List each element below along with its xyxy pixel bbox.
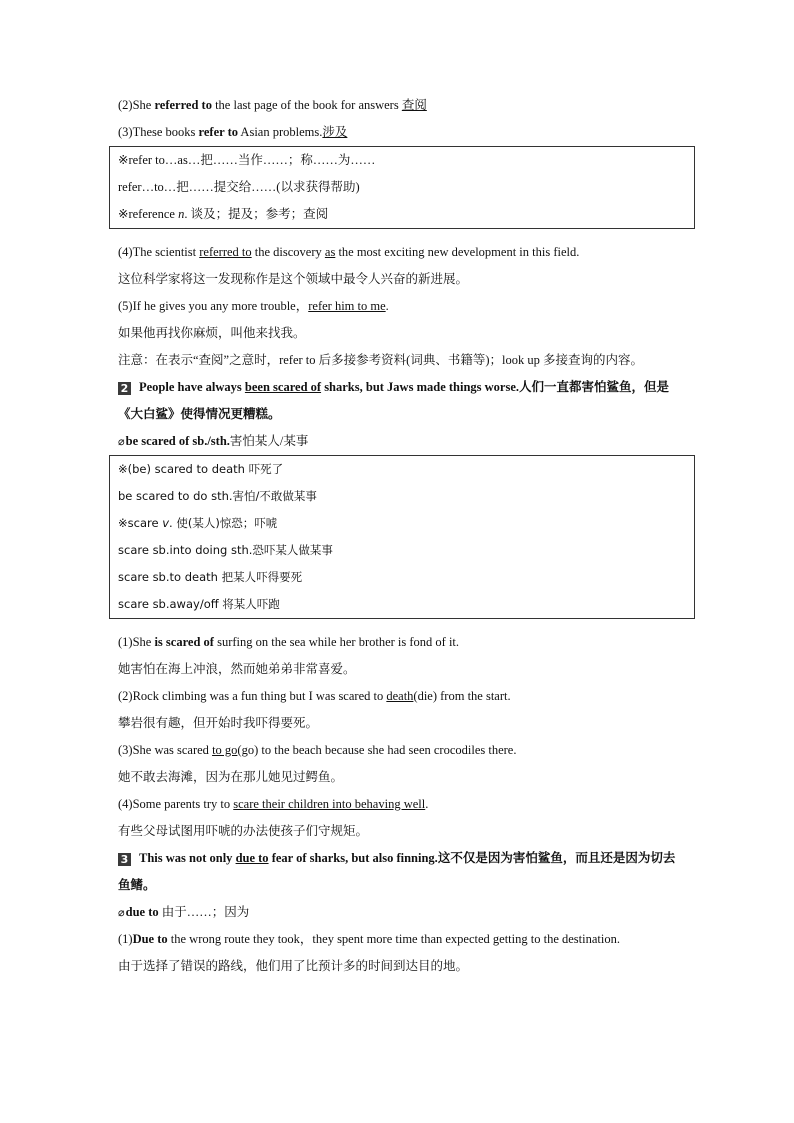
text: the discovery [251,245,325,259]
text: (3)She was scared [118,743,213,757]
number-3-icon: 3 [118,853,131,866]
translation: 她害怕在海上冲浪，然而她弟弟非常喜爱。 [118,662,356,676]
box-line [118,510,686,537]
box-line: scare sb.into doing sth.恐吓某人做某事 [118,543,333,557]
key-phrase: is scared of [154,635,214,649]
translation: 这不仅是因为害怕鲨鱼，而且还是因为切去鱼鳍。 [118,851,676,892]
text: Asian problems. [238,125,323,139]
text: (5)If he gives you any more trouble， [118,299,309,313]
key-marker-icon: ⌀ [118,906,125,919]
answer: as [324,245,336,259]
key-point [118,899,686,926]
key-phrase: refer to [198,125,238,139]
text: the most exciting new development in this field. [335,245,580,259]
text: . 谈及；提及；参考；查阅 [184,207,329,221]
text: (go) to the beach because she had seen crocodiles there. [237,743,517,757]
translation: 她不敢去海滩，因为在那儿她见过鳄鱼。 [118,770,344,784]
box-line: ※refer to…as…把……当作……；称……为…… [118,153,376,167]
refer-usage-box [109,146,695,229]
text: . 使(某人)惊恐；吓唬 [169,516,278,530]
text: sharks, but Jaws made things worse. [321,380,520,394]
usage-note: 注意：在表示“查阅”之意时，refer to 后多接参考资料(词典、书籍等)；look up 多接查询的内容。 [118,353,643,367]
text: . [425,797,429,811]
example-line [118,737,686,764]
text: the wrong route they took，they spent more time than expected getting to the destination. [167,932,620,946]
text: (1) [118,932,133,946]
box-line: be scared to do sth.害怕/不敢做某事 [118,489,317,503]
section-2-heading [118,374,686,428]
box-line: refer…to…把……提交给……(以求获得帮助) [118,180,360,194]
translation: 由于选择了错误的路线，他们用了比预计多的时间到达目的地。 [118,959,469,973]
example-line [118,239,686,266]
key-phrase: due to [235,851,269,865]
box-line: scare sb.to death 把某人吓得要死 [118,570,303,584]
translation: 攀岩很有趣，但开始时我吓得要死。 [118,716,319,730]
document-page [118,92,686,980]
key-phrase: referred to [154,98,212,112]
example-line [118,119,686,146]
answer: 涉及 [322,125,348,139]
part-of-speech: n [178,207,185,221]
key-phrase: been scared of [244,380,322,394]
text: (4)The scientist [118,245,200,259]
box-line [118,201,686,228]
box-line: ※(be) scared to death 吓死了 [118,462,284,476]
text: (2)Rock climbing was a fun thing but I was scared to [118,689,387,703]
text: People have always [139,380,245,394]
key-marker-icon: ⌀ [118,435,125,448]
text: ※scare [118,516,163,530]
answer: 查阅 [401,98,427,112]
example-line [118,926,686,953]
text: . [385,299,389,313]
text: ※reference [118,207,179,221]
answer: death [386,689,414,703]
example-line [118,92,686,119]
text: the last page of the book for answers [211,98,402,112]
text: (3)These books [118,125,199,139]
key-phrase: Due to [132,932,168,946]
example-line [118,683,686,710]
text: (2)She [118,98,155,112]
text: (4)Some parents try to [118,797,234,811]
text: 由于……；因为 [158,905,250,919]
scare-usage-box [109,455,695,619]
answer: to go [212,743,238,757]
translation: 有些父母试图用吓唬的办法使孩子们守规矩。 [118,824,369,838]
answer: referred to [199,245,252,259]
key-phrase: be scared of sb./sth. [125,434,230,448]
text: (die) from the start. [413,689,511,703]
text: This was not only [139,851,236,865]
section-3-heading [118,845,686,899]
text: (1)She [118,635,155,649]
key-phrase: due to [125,905,159,919]
translation: 这位科学家将这一发现称作是这个领域中最令人兴奋的新进展。 [118,272,469,286]
text: 害怕某人/某事 [229,434,309,448]
example-line [118,791,686,818]
example-line [118,629,686,656]
text: fear of sharks, but also finning. [268,851,438,865]
translation: 如果他再找你麻烦，叫他来找我。 [118,326,306,340]
answer: refer him to me [308,299,386,313]
translation: 人们一直都害怕鲨鱼，但是《大白鲨》使得情况更糟糕。 [118,380,670,421]
text: surfing on the sea while her brother is fond of it. [213,635,460,649]
answer: scare their children into behaving well [233,797,426,811]
example-line [118,293,686,320]
number-2-icon: 2 [118,382,131,395]
box-line: scare sb.away/off 将某人吓跑 [118,597,280,611]
key-point [118,428,686,455]
part-of-speech: v [162,516,170,530]
